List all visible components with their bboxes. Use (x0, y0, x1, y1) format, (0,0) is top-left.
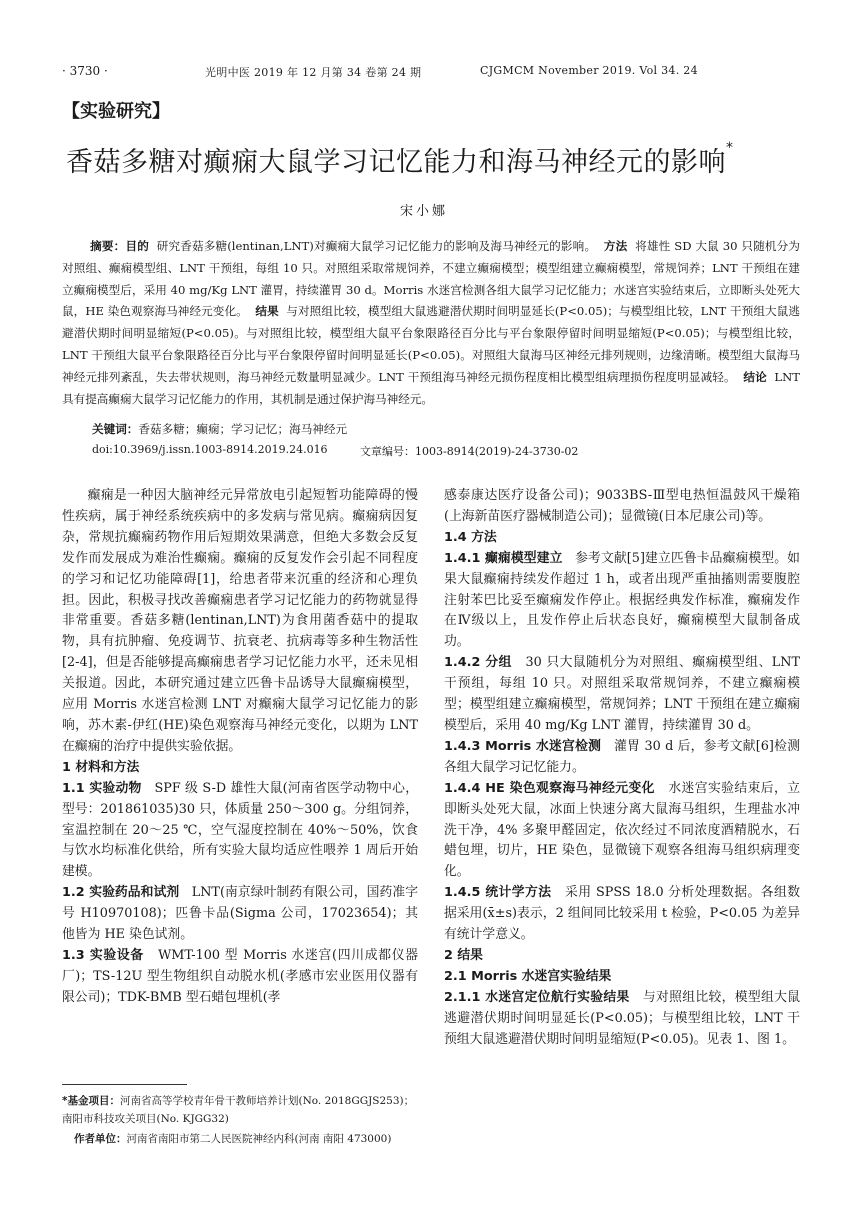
section-1-4-4-label: 1.4.4 HE 染色观察海马神经元变化 (444, 780, 655, 796)
section-1-1 (62, 779, 418, 884)
abstract-label: 摘要： (90, 239, 126, 253)
journal-header-en: CJGMCM November 2019. Vol 34. 24 (480, 64, 698, 77)
section-2-1-1-text: 与对照组比较，模型组大鼠逃避潜伏期时间明显延长(P<0.05)；与模型组比较，LNT 干预组大鼠逃避潜伏期时间明显缩短(P<0.05)。见表 1、图 1。 (444, 989, 800, 1047)
intro-paragraph: 癫痫是一种因大脑神经元异常放电引起短暂功能障碍的慢性疾病，属于神经系统疾病中的多发病与常见病。癫痫病因复杂，常规抗癫痫药物作用后短期效果满意，但绝大多数会反复发作而发展成为难治性癫痫。癫痫的反复发作会引起不同程度的学习和记忆功能障碍[1]，给患者带来沉重的经济和心理负担。因此，积极寻找改善癫痫患者学习记忆能力的药物就显得非常重要。香菇多糖(lentinan,LNT)为食用菌香菇中的提取物，具有抗肿瘤、免疫调节、抗衰老、抗病毒等多种生物活性[2-4]，但是否能够提高癫痫患者学习记忆能力水平，还未见相关报道。因此，本研究通过建立匹鲁卡品诱导大鼠癫痫模型，应用 Morris 水迷宫检测 LNT 对癫痫大鼠学习记忆能力的影响，苏木素-伊红(HE)染色观察海马神经元变化，以期为 LNT 在癫痫的治疗中提供实验依据。 (62, 488, 418, 754)
section-1-3-label: 1.3 实验设备 (62, 947, 144, 963)
journal-header-cn: 光明中医 2019 年 12 月第 34 卷第 24 期 (205, 66, 422, 79)
section-2-1-1-label: 2.1.1 水迷宫定位航行实验结果 (444, 989, 630, 1005)
funding-footnote (62, 1092, 422, 1128)
section-2-1-1 (444, 988, 800, 1051)
funding-label: *基金项目： (62, 1095, 120, 1107)
author: 宋小娜 (400, 204, 449, 219)
section-1-4-1 (444, 549, 800, 654)
page-number: · 3730 · (62, 64, 108, 78)
affiliation-text: 河南省南阳市第二人民医院神经内科(河南 南阳 473000) (126, 1133, 392, 1145)
article-number: 文章编号：1003-8914(2019)-24-3730-02 (360, 445, 579, 458)
equipment-continued: 感泰康达医疗设备公司)；9033BS-Ⅲ型电热恒温鼓风干燥箱(上海新苗医疗器械制造公司)；显微镜(日本尼康公司)等。 (444, 488, 800, 524)
conclusion-label: 结论 (743, 369, 767, 384)
section-1-1-label: 1.1 实验动物 (62, 780, 142, 796)
method-label: 方法 (603, 239, 628, 253)
section-1-1-text: SPF 级 S-D 雄性大鼠(河南省医学动物中心，型号：201861035)30 只，体质量 250～300 g。分组饲养，室温控制在 20～25 ℃，空气湿度控制在 40%～50%，饮食与饮水均标准化供给，所有实验大鼠均适应性喂养 1 周后开始建模。 (62, 780, 418, 880)
result-label: 结果 (255, 304, 279, 319)
section-1-4-3 (444, 737, 800, 779)
section-1-4-5-label: 1.4.5 统计学方法 (444, 885, 552, 901)
section-1-4-4-text: 水迷宫实验结束后，立即断头处死大鼠，冰面上快速分离大鼠海马组织，生理盐水冲洗干净，4% 多聚甲醛固定，依次经过不同浓度酒精脱水，石蜡包埋，切片，HE 染色，显微镜下观察各组海马组织病理变化。 (444, 780, 801, 880)
heading-2: 2 结果 (444, 947, 483, 963)
result-text: 与对照组比较，模型组大鼠逃避潜伏期时间明显延长(P<0.05)；与模型组比较，LNT 干预组大鼠逃避潜伏期时间明显缩短(P<0.05)。与对照组比较，模型组大鼠平台象限路径百分比与平台象限停留时间明显缩短(P<0.05)；与模型组比较，LNT 干预组大鼠平台象限路径百分比与平台象限停留时间明显延长(P<0.05)。对照组大鼠海马区神经元排列规则，边缘清晰。模型组大鼠海马神经元排列紊乱，失去带状规则，海马神经元数量明显减少。LNT 干预组海马神经元损伤程度相比模型组病理损伤程度明显减轻。 (62, 304, 801, 384)
affiliation-label: 作者单位： (74, 1133, 127, 1145)
title-footnote-mark: * (726, 140, 734, 156)
section-1-4-5-text: 采用 SPSS 18.0 分析处理数据。各组数据采用(x̄±s)表示，2 组间同比较采用 t 检验，P<0.05 为差异有统计学意义。 (444, 885, 801, 943)
section-1-2 (62, 883, 418, 946)
keywords-label: 关键词： (92, 422, 139, 436)
section-1-4-5 (444, 883, 800, 946)
section-tag: 【实验研究】 (62, 101, 170, 122)
keywords (92, 421, 347, 437)
heading-1: 1 材料和方法 (62, 759, 140, 775)
section-1-3 (62, 946, 418, 1009)
section-1-2-label: 1.2 实验药品和试剂 (62, 885, 180, 901)
section-1-4-2-label: 1.4.2 分组 (444, 655, 512, 671)
heading-2-1: 2.1 Morris 水迷宫实验结果 (444, 968, 612, 984)
funding-text: 河南省高等学校青年骨干教师培养计划(No. 2018GGJS253)；南阳市科技攻关项目(No. KJGG32) (62, 1095, 415, 1125)
abstract (62, 236, 800, 410)
method-text: 将雄性 SD 大鼠 30 只随机分为对照组、癫痫模型组、LNT 干预组，每组 10 只。对照组采取常规饲养，不建立癫痫模型；模型组建立癫痫模型，常规饲养；LNT 干预组在建立癫痫模型后，采用 40 mg/Kg LNT 灌胃，持续灌胃 30 d。Morris 水迷宫检测各组大鼠学习记忆能力；水迷宫实验结束后，立即断头处死大鼠，HE 染色观察海马神经元变化。 (62, 239, 800, 319)
title-text: 香菇多糖对癫痫大鼠学习记忆能力和海马神经元的影响 (66, 147, 726, 178)
section-1-2-text: LNT(南京绿叶制药有限公司，国药准字号 H10970108)；匹鲁卡品(Sigma 公司，17023654)；其他皆为 HE 染色试剂。 (62, 885, 418, 943)
section-1-4-2 (444, 653, 800, 737)
article-title (66, 140, 796, 179)
heading-1-4: 1.4 方法 (444, 529, 497, 545)
section-1-4-4 (444, 779, 800, 884)
affiliation-footnote (74, 1131, 391, 1146)
right-column (444, 486, 800, 1050)
keywords-text: 香菇多糖；癫痫；学习记忆；海马神经元 (138, 422, 348, 436)
section-1-4-3-label: 1.4.3 Morris 水迷宫检测 (444, 738, 602, 754)
section-1-4-3-text: 灌胃 30 d 后，参考文献[6]检测各组大鼠学习记忆能力。 (444, 738, 801, 775)
section-1-4-1-text: 参考文献[5]建立匹鲁卡品癫痫模型。如果大鼠癫痫持续发作超过 1 h，或者出现严重抽搐则需要腹腔注射苯巴比妥至癫痫发作停止。根据经典发作标准，癫痫发作在Ⅳ级以上，且发作停止后状态良好，癫痫模型大鼠制备成功。 (444, 550, 800, 650)
doi: doi:10.3969/j.issn.1003-8914.2019.24.016 (92, 443, 328, 456)
conclusion-text: LNT 具有提高癫痫大鼠学习记忆能力的作用，其机制是通过保护海马神经元。 (62, 369, 800, 406)
section-1-4-2-text: 30 只大鼠随机分为对照组、癫痫模型组、LNT 干预组，每组 10 只。对照组采取常规饲养，不建立癫痫模型；模型组建立癫痫模型，常规饲养；LNT 干预组在建立癫痫模型后，采用 40 mg/Kg LNT 灌胃，持续灌胃 30 d。 (444, 655, 800, 733)
footnote-divider (62, 1084, 187, 1085)
left-column (62, 486, 418, 1009)
objective-text: 研究香菇多糖(lentinan,LNT)对癫痫大鼠学习记忆能力的影响及海马神经元的影响。 (156, 239, 597, 253)
section-1-4-1-label: 1.4.1 癫痫模型建立 (444, 550, 563, 566)
objective-label: 目的 (125, 239, 149, 253)
section-1-3-text: WMT-100 型 Morris 水迷宫(四川成都仪器厂)；TS-12U 型生物组织自动脱水机(孝感市宏业医用仪器有限公司)；TDK-BMB 型石蜡包埋机(孝 (62, 947, 418, 1005)
